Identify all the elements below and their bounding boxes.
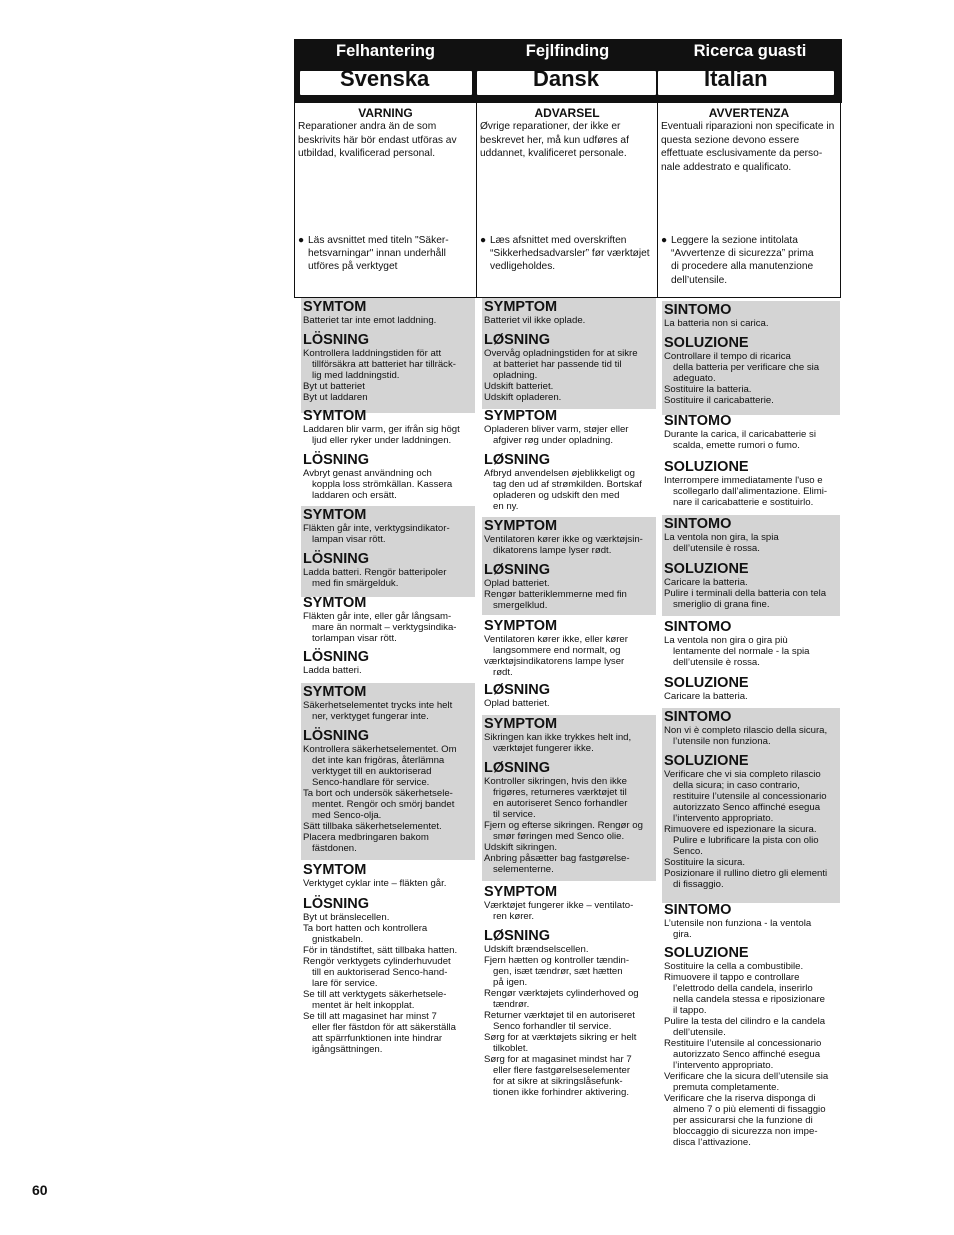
bullet-line: Leggere la sezione intitolata	[671, 235, 798, 246]
warning-text: Øvrige reparationer, der ikke er beskrevet her, må kun udføres af uddannet, kvalificeret personale.	[480, 121, 629, 159]
solution-block-italian	[664, 675, 839, 702]
block-text	[664, 351, 839, 406]
solution-block-svenska	[303, 649, 474, 676]
text-line: Restituire l’utensile al concessionario	[664, 1038, 822, 1049]
text-line: fästdonen.	[312, 843, 357, 854]
text-line: værktøjet fungerer ikke.	[493, 743, 594, 754]
text-line: nare il caricabatterie e sostituirlo.	[673, 497, 814, 508]
solution-block-italian	[664, 335, 839, 406]
block-text	[664, 318, 839, 329]
warning-italian	[658, 103, 840, 298]
text-line: premuta completamente.	[673, 1082, 780, 1093]
text-line: Laddaren blir varm, ger ifrån sig högt	[303, 424, 460, 435]
symptom-block-svenska	[303, 862, 474, 889]
solution-block-dansk	[484, 562, 655, 611]
solution-block-dansk	[484, 682, 655, 709]
text-line: igångsättningen.	[312, 1044, 383, 1055]
text-line: Sostituire il caricabatterie.	[664, 395, 774, 406]
text-line: Sostituire la batteria.	[664, 384, 752, 395]
block-text	[484, 578, 655, 611]
text-line: disca l’attivazione.	[673, 1137, 751, 1148]
text-line: Ta bort och undersök säkerhetsele-	[303, 788, 453, 799]
text-line: Byt ut bränslecellen.	[303, 912, 390, 923]
text-line: selementerne.	[493, 864, 554, 875]
text-line: scalda, emette rumori o fumo.	[673, 440, 800, 451]
block-text	[303, 424, 474, 446]
solution-heading: SOLUZIONE	[664, 675, 749, 691]
text-line: Ventilatoren kører ikke og værktøjsin-	[484, 534, 643, 545]
symptom-heading: SYMTOM	[303, 408, 367, 424]
symptom-heading: SINTOMO	[664, 302, 732, 318]
symptom-heading: SYMTOM	[303, 299, 367, 315]
bullet-line: dell’utensile.	[671, 274, 728, 286]
language-title-svenska: Svenska	[340, 66, 430, 91]
text-line: Senco forhandler til service.	[493, 1021, 612, 1032]
solution-heading: LØSNING	[484, 332, 551, 348]
solution-block-svenska	[303, 332, 474, 403]
symptom-block-italian	[664, 709, 839, 747]
block-text	[303, 665, 474, 676]
text-line: smør føringen med Senco olie.	[493, 831, 625, 842]
text-line: Se till att verktygets säkerhetsele-	[303, 989, 447, 1000]
text-line: tionen ikke forhindrer aktivering.	[493, 1087, 629, 1098]
solution-heading: LÖSNING	[303, 551, 370, 567]
symptom-block-dansk	[484, 518, 655, 556]
solution-heading: LØSNING	[484, 928, 551, 944]
solution-block-dansk	[484, 760, 655, 875]
text-line: lig med laddningstid.	[312, 370, 400, 381]
text-line: Overvåg opladningstiden for at sikre	[484, 348, 638, 359]
block-text	[484, 534, 655, 556]
block-text	[303, 348, 474, 403]
text-line: tag den ud af strømkilden. Bortskaf	[493, 479, 642, 490]
solution-block-svenska	[303, 452, 474, 501]
solution-block-svenska	[303, 728, 474, 854]
symptom-block-dansk	[484, 716, 655, 754]
block-text	[664, 475, 839, 508]
text-line: att spärrfunktionen inte hindrar	[312, 1033, 443, 1044]
bullet-icon: ●	[480, 235, 487, 246]
solution-block-italian	[664, 561, 839, 610]
solution-heading: SOLUZIONE	[664, 753, 749, 769]
block-text	[484, 732, 655, 754]
text-line: på igen.	[493, 977, 528, 988]
text-line: Rimuovere ed ispezionare la sicura.	[664, 824, 817, 835]
page-number: 60	[32, 1182, 48, 1198]
text-line: Fläkten går inte, verktygsindikator-	[303, 523, 450, 534]
text-line: langsommere end normalt, og	[493, 645, 621, 656]
text-line: Sikringen kan ikke trykkes helt ind,	[484, 732, 632, 743]
text-line: Udskift sikringen.	[484, 842, 558, 853]
text-line: smergelklud.	[493, 600, 548, 611]
block-text	[664, 429, 839, 451]
text-line: Rengør batteriklemmerne med fin	[484, 589, 627, 600]
bullet-icon: ●	[661, 235, 668, 246]
solution-heading: SOLUZIONE	[664, 945, 749, 961]
subheading-svenska: Felhantering	[335, 42, 435, 60]
text-line: lentamente del normale - la spia	[673, 646, 810, 657]
bullet-line: Læs afsnittet med overskriften	[490, 235, 627, 246]
bullet-icon: ●	[298, 235, 305, 246]
text-line: nella candela stessa e riposizionare	[673, 994, 825, 1005]
text-line: Ladda batteri. Rengör batteripoler	[303, 567, 447, 578]
block-text	[303, 912, 474, 1055]
text-line: Sostituire la cella a combustibile.	[664, 961, 804, 972]
solution-heading: LÖSNING	[303, 332, 370, 348]
text-line: dell’utensile.	[673, 1027, 726, 1038]
text-line: gnistkabeln.	[312, 934, 364, 945]
block-text	[484, 315, 655, 326]
solution-heading: LÖSNING	[303, 649, 370, 665]
symptom-heading: SINTOMO	[664, 902, 732, 918]
text-line: en autoriseret Senco forhandler	[493, 798, 628, 809]
text-line: en ny.	[493, 501, 519, 512]
text-line: eller fler fästdon för att säkerställa	[312, 1022, 456, 1033]
text-line: mentet är helt inkopplat.	[312, 1000, 415, 1011]
symptom-block-svenska	[303, 507, 474, 545]
block-text	[303, 611, 474, 644]
text-line: gen, isæt tændrør, sæt hætten	[493, 966, 623, 977]
text-line: verktyget till en auktoriserad	[312, 766, 432, 777]
text-line: Udskift batteriet.	[484, 381, 554, 392]
block-text	[303, 315, 474, 326]
symptom-heading: SYMPTOM	[484, 884, 558, 900]
text-line: afgiver røg under opladning.	[493, 435, 613, 446]
block-text	[484, 424, 655, 446]
text-line: Pulire la testa del cilindro e la candela	[664, 1016, 826, 1027]
solution-heading: SOLUZIONE	[664, 561, 749, 577]
warning-text: Reparationer andra än de som beskrivits här bör endast utföras av utbildad, kvalificerad personal.	[298, 121, 457, 159]
solution-block-italian	[664, 945, 839, 1148]
text-line: dell’utensile è rossa.	[673, 543, 760, 554]
symptom-block-dansk	[484, 408, 655, 446]
warning-bullet	[661, 234, 836, 287]
warning-svenska	[295, 103, 476, 298]
bullet-line: “Avvertenze di sicurezza” prima	[671, 248, 814, 260]
warning-title: VARNING	[358, 106, 413, 120]
symptom-block-italian	[664, 902, 839, 940]
text-line: almeno 7 o più elementi di fissaggio	[673, 1104, 826, 1115]
text-line: Udskift brændselscellen.	[484, 944, 589, 955]
text-line: För in tändstiftet, sätt tillbaka hatten.	[303, 945, 458, 956]
block-text	[664, 961, 839, 1148]
symptom-block-dansk	[484, 618, 655, 678]
text-line: Ladda batteri.	[303, 665, 362, 676]
text-line: scollegarlo dall’alimentazione. Elimi-	[673, 486, 828, 497]
text-line: Pulire e lubrificare la pista con olio	[673, 835, 819, 846]
bullet-line: utföres på verktyget	[308, 261, 398, 273]
text-line: Avbryt genast användning och	[303, 468, 432, 479]
text-line: tillförsäkra att batteriet har tillräck-	[312, 359, 456, 370]
text-line: laddaren och ersätt.	[312, 490, 397, 501]
text-line: Batteriet vil ikke oplade.	[484, 315, 586, 326]
text-line: Værktøjet fungerer ikke – ventilato-	[484, 900, 634, 911]
symptom-heading: SYMPTOM	[484, 618, 558, 634]
solution-heading: LØSNING	[484, 452, 551, 468]
text-line: eller flere fastgørelseselementer	[493, 1065, 631, 1076]
symptom-heading: SYMTOM	[303, 507, 367, 523]
text-line: Sätt tillbaka säkerhetselementet.	[303, 821, 442, 832]
text-line: Interrompere immediatamente l'uso e	[664, 475, 823, 486]
text-line: at batteriet har passende tid til	[493, 359, 622, 370]
text-line: il tappo.	[673, 1005, 707, 1016]
symptom-heading: SYMTOM	[303, 862, 367, 878]
warning-text: Eventuali riparazioni non specificate in questa sezione devono essere effettuate esclusivamente da perso-nale addestrato e qualificato.	[661, 121, 835, 173]
text-line: Afbryd anvendelsen øjeblikkeligt og	[484, 468, 635, 479]
text-line: Udskift opladeren.	[484, 392, 562, 403]
solution-heading: SOLUZIONE	[664, 459, 749, 475]
text-line: Rengör verktygets cylinderhuvudet	[303, 956, 451, 967]
text-line: La ventola non gira o gira più	[664, 635, 788, 646]
block-text	[303, 744, 474, 854]
symptom-heading: SINTOMO	[664, 413, 732, 429]
text-line: per assicurarsi che la funzione di	[673, 1115, 813, 1126]
text-line: med fin smärgelduk.	[312, 578, 399, 589]
text-line: Non vi è completo rilascio della sicura,	[664, 725, 828, 736]
solution-heading: LÖSNING	[303, 728, 370, 744]
block-text	[664, 918, 839, 940]
text-line: l’elettrodo della candela, inserirlo	[673, 983, 813, 994]
header-col-svenska	[294, 39, 477, 103]
warning-title: AVVERTENZA	[708, 106, 790, 120]
text-line: Fjern hætten og kontroller tændin-	[484, 955, 630, 966]
symptom-heading: SINTOMO	[664, 709, 732, 725]
symptom-block-svenska	[303, 684, 474, 722]
text-line: smeriglio di grana fine.	[673, 599, 770, 610]
text-line: Durante la carica, il caricabatterie si	[664, 429, 816, 440]
symptom-block-italian	[664, 413, 839, 451]
text-line: Rimuovere il tappo e controllare	[664, 972, 800, 983]
text-line: Verificare che vi sia completo rilascio	[664, 769, 821, 780]
text-line: Opladeren bliver varm, støjer eller	[484, 424, 629, 435]
warning-title: ADVARSEL	[534, 106, 600, 120]
text-line: Kontroller sikringen, hvis den ikke	[484, 776, 627, 787]
text-line: gira.	[673, 929, 692, 940]
block-text	[303, 700, 474, 722]
text-line: til service.	[493, 809, 536, 820]
block-text	[664, 769, 839, 890]
header-col-italian	[658, 39, 842, 103]
subheading-dansk: Fejlfinding	[525, 42, 610, 60]
symptom-heading: SYMPTOM	[484, 299, 558, 315]
text-line: opladning.	[493, 370, 538, 381]
symptom-block-italian	[664, 302, 839, 329]
block-text	[664, 635, 839, 668]
text-line: till en auktoriserad Senco-hand-	[312, 967, 448, 978]
solution-block-svenska	[303, 551, 474, 589]
text-line: Placera medbringaren bakom	[303, 832, 429, 843]
language-header-bar	[294, 39, 842, 103]
text-line: Sørg for at magasinet mindst har 7	[484, 1054, 632, 1065]
solution-heading: SOLUZIONE	[664, 335, 749, 351]
warning-bullet	[480, 234, 653, 274]
text-line: Ventilatoren kører ikke, eller kører	[484, 634, 628, 645]
text-line: La ventola non gira, la spia	[664, 532, 779, 543]
text-line: della batteria per verificare che sia	[673, 362, 820, 373]
symptom-block-svenska	[303, 595, 474, 644]
symptom-block-dansk	[484, 884, 655, 922]
bullet-line: hetsvarningar" innan underhåll	[308, 248, 446, 260]
text-line: mentet. Rengör och smörj bandet	[312, 799, 455, 810]
text-line: Pulire i terminali della batteria con tela	[664, 588, 827, 599]
block-text	[664, 725, 839, 747]
solution-block-dansk	[484, 332, 655, 403]
text-line: Sørg for at værktøjets sikring er helt	[484, 1032, 637, 1043]
text-line: det inte kan frigöras, återlämna	[312, 755, 445, 766]
text-line: værktøjsindikatorens lampe lyser	[484, 656, 625, 667]
block-text	[484, 634, 655, 678]
warning-row	[294, 103, 841, 298]
text-line: Byt ut laddaren	[303, 392, 368, 403]
text-line: Anbring påsætter bag fastgørelse-	[484, 853, 630, 864]
text-line: Caricare la batteria.	[664, 691, 748, 702]
text-line: adeguato.	[673, 373, 716, 384]
text-line: Verificare che la riserva disponga di	[664, 1093, 816, 1104]
text-line: rødt.	[493, 667, 513, 678]
text-line: dell’utensile è rossa.	[673, 657, 760, 668]
text-line: tilkoblet.	[493, 1043, 529, 1054]
block-text	[484, 698, 655, 709]
text-line: Oplad batteriet.	[484, 698, 550, 709]
block-text	[664, 577, 839, 610]
text-line: frigøres, returneres værktøjet til	[493, 787, 627, 798]
symptom-heading: SYMPTOM	[484, 518, 558, 534]
text-line: Verificare che la sicura dell’utensile sia	[664, 1071, 829, 1082]
solution-heading: LØSNING	[484, 562, 551, 578]
text-line: lare för service.	[312, 978, 378, 989]
text-line: L’utensile non funziona - la ventola	[664, 918, 812, 929]
block-text	[484, 944, 655, 1098]
block-text	[303, 567, 474, 589]
text-line: koppla loss strömkällan. Kassera	[312, 479, 453, 490]
text-line: di fissaggio.	[673, 879, 724, 890]
header-col-dansk	[477, 39, 658, 103]
text-line: Caricare la batteria.	[664, 577, 748, 588]
text-line: Senco.	[673, 846, 703, 857]
text-line: Fläkten går inte, eller går långsam-	[303, 611, 452, 622]
block-text	[303, 878, 474, 889]
text-line: opladeren og udskift den med	[493, 490, 620, 501]
symptom-block-dansk	[484, 299, 655, 326]
text-line: mare än normalt – verktygsindika-	[312, 622, 457, 633]
language-title-dansk: Dansk	[533, 66, 600, 91]
text-line: lampan visar rött.	[312, 534, 386, 545]
symptom-block-italian	[664, 619, 839, 668]
solution-heading: LØSNING	[484, 760, 551, 776]
block-text	[303, 523, 474, 545]
text-line: dikatorens lampe lyser rødt.	[493, 545, 612, 556]
block-text	[664, 532, 839, 554]
text-line: Rengør værktøjets cylinderhoved og	[484, 988, 639, 999]
text-line: autorizzato Senco affinché esegua	[673, 802, 821, 813]
text-line: Kontrollera laddningstiden för att	[303, 348, 442, 359]
text-line: Controllare il tempo di ricarica	[664, 351, 791, 362]
symptom-block-italian	[664, 516, 839, 554]
subheading-italian: Ricerca guasti	[693, 42, 807, 60]
text-line: tændrør.	[493, 999, 530, 1010]
symptom-heading: SINTOMO	[664, 516, 732, 532]
block-text	[484, 900, 655, 922]
text-line: Batteriet tar inte emot laddning.	[303, 315, 437, 326]
text-line: Säkerhetselementet trycks inte helt	[303, 700, 453, 711]
text-line: Verktyget cyklar inte – fläkten går.	[303, 878, 447, 889]
bullet-line: “Sikkerhedsadvarsler” før værktøjet	[490, 248, 650, 260]
symptom-block-svenska	[303, 408, 474, 446]
solution-heading: LÖSNING	[303, 452, 370, 468]
text-line: Se till att magasinet har minst 7	[303, 1011, 437, 1022]
text-line: Sostituire la sicura.	[664, 857, 746, 868]
text-line: med Senco-olja.	[312, 810, 382, 821]
bullet-line: Läs avsnittet med titeln "Säker-	[308, 235, 449, 246]
bullet-line: di procedere alla manutenzione	[671, 261, 814, 273]
text-line: l’intervento appropriato.	[673, 1060, 774, 1071]
text-line: torlampan visar rött.	[312, 633, 397, 644]
solution-block-dansk	[484, 452, 655, 512]
solution-block-italian	[664, 459, 839, 508]
text-line: La batteria non si carica.	[664, 318, 769, 329]
text-line: Posizionare il rullino dietro gli elementi	[664, 868, 828, 879]
text-line: della sicura; in caso contrario,	[673, 780, 800, 791]
text-line: l’utensile non funziona.	[673, 736, 771, 747]
language-title-italian: Italian	[704, 66, 768, 91]
text-line: for at sikre at sikringslåsefunk-	[493, 1076, 623, 1087]
solution-heading: LÖSNING	[303, 896, 370, 912]
symptom-heading: SYMTOM	[303, 684, 367, 700]
symptom-heading: SYMPTOM	[484, 716, 558, 732]
text-line: Fjern og efterse sikringen. Rengør og	[484, 820, 643, 831]
text-line: Kontrollera säkerhetselementet. Om	[303, 744, 457, 755]
text-line: Senco-handlare för service.	[312, 777, 430, 788]
solution-block-italian	[664, 753, 839, 890]
symptom-heading: SINTOMO	[664, 619, 732, 635]
text-line: ner, verktyget fungerar inte.	[312, 711, 429, 722]
text-line: Oplad batteriet.	[484, 578, 550, 589]
block-text	[664, 691, 839, 702]
solution-heading: LØSNING	[484, 682, 551, 698]
solution-block-svenska	[303, 896, 474, 1055]
block-text	[484, 348, 655, 403]
text-line: Ta bort hatten och kontrollera	[303, 923, 428, 934]
text-line: bloccaggio di sicurezza non impe-	[673, 1126, 818, 1137]
block-text	[303, 468, 474, 501]
text-line: ren kører.	[493, 911, 535, 922]
block-text	[484, 776, 655, 875]
warning-dansk	[477, 103, 657, 298]
text-line: ljud eller ryker under laddningen.	[312, 435, 452, 446]
text-line: l’intervento appropriato.	[673, 813, 774, 824]
symptom-heading: SYMTOM	[303, 595, 367, 611]
text-line: Returner værktøjet til en autoriseret	[484, 1010, 635, 1021]
text-line: restituire l’utensile al concessionario	[673, 791, 827, 802]
symptom-block-svenska	[303, 299, 474, 326]
block-text	[484, 468, 655, 512]
symptom-heading: SYMPTOM	[484, 408, 558, 424]
text-line: autorizzato Senco affinché esegua	[673, 1049, 821, 1060]
bullet-line: vedligeholdes.	[490, 261, 556, 273]
warning-bullet	[298, 234, 472, 274]
solution-block-dansk	[484, 928, 655, 1098]
text-line: Byt ut batteriet	[303, 381, 365, 392]
